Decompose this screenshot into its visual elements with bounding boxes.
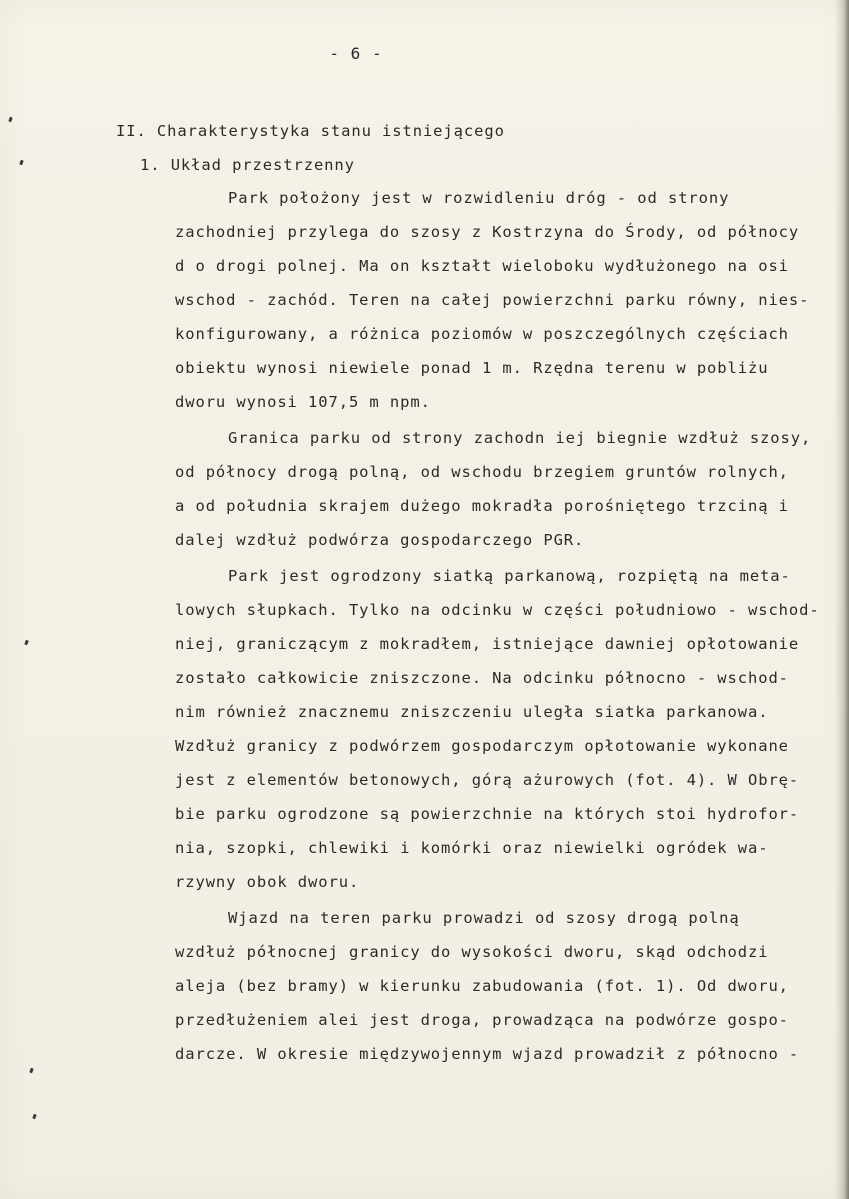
page-edge-shadow (835, 0, 849, 1199)
page-number: - 6 - (329, 44, 383, 63)
paragraph-line: Wjazd na teren parku prowadzi od szosy drogą polną (228, 909, 740, 927)
subsection-heading: 1. Układ przestrzenny (140, 156, 355, 174)
paragraph-line: obiektu wynosi niewiele ponad 1 m. Rzędna terenu w pobliżu (175, 359, 769, 377)
paragraph-line: przedłużeniem alei jest droga, prowadząca na podwórze gospo- (175, 1011, 789, 1029)
paragraph-line: d o drogi polnej. Ma on kształt wieloboku wydłużonego na osi (175, 257, 789, 275)
punch-mark (19, 160, 24, 166)
punch-mark (32, 1114, 37, 1120)
paragraph-line: od północy drogą polną, od wschodu brzegiem gruntów rolnych, (175, 463, 789, 481)
punch-mark (29, 1068, 34, 1074)
paragraph-line: nia, szopki, chlewiki i komórki oraz niewielki ogródek wa- (175, 839, 769, 857)
paragraph-line: darcze. W okresie międzywojennym wjazd prowadził z północno - (175, 1045, 800, 1063)
paragraph-line: dworu wynosi 107,5 m npm. (175, 393, 431, 411)
paragraph-line: aleja (bez bramy) w kierunku zabudowania (fot. 1). Od dworu, (175, 977, 789, 995)
paragraph-line: konfigurowany, a różnica poziomów w poszczególnych częściach (175, 325, 789, 343)
paragraph-line: lowych słupkach. Tylko na odcinku w części południowo - wschod- (175, 601, 820, 619)
paragraph-line: dalej wzdłuż podwórza gospodarczego PGR. (175, 531, 585, 549)
paragraph-line: jest z elementów betonowych, górą ażurowych (fot. 4). W Obrę- (175, 771, 800, 789)
paragraph-line: bie parku ogrodzone są powierzchnie na których stoi hydrofor- (175, 805, 800, 823)
paragraph-line: zachodniej przylega do szosy z Kostrzyna do Środy, od północy (175, 223, 800, 241)
paragraph-line: wschod - zachód. Teren na całej powierzchni parku równy, nies- (175, 291, 810, 309)
paragraph-line: Wzdłuż granicy z podwórzem gospodarczym opłotowanie wykonane (175, 737, 789, 755)
paragraph-line: Park jest ogrodzony siatką parkanową, rozpiętą na meta- (228, 567, 791, 585)
paragraph-line: wzdłuż północnej granicy do wysokości dworu, skąd odchodzi (175, 943, 769, 961)
paragraph-line: rzywny obok dworu. (175, 873, 360, 891)
section-heading: II. Charakterystyka stanu istniejącego (116, 122, 505, 140)
punch-mark (24, 640, 29, 646)
punch-mark (8, 117, 13, 123)
paragraph-line: a od południa skrajem dużego mokradła porośniętego trzciną i (175, 497, 789, 515)
paragraph-line: Park położony jest w rozwidleniu dróg - od strony (228, 189, 730, 207)
paragraph-line: Granica parku od strony zachodn iej biegnie wzdłuż szosy, (228, 429, 812, 447)
paragraph-line: niej, graniczącym z mokradłem, istniejące dawniej opłotowanie (175, 635, 800, 653)
paragraph-line: nim również znacznemu zniszczeniu uległa siatka parkanowa. (175, 703, 769, 721)
paragraph-line: zostało całkowicie zniszczone. Na odcinku północno - wschod- (175, 669, 789, 687)
